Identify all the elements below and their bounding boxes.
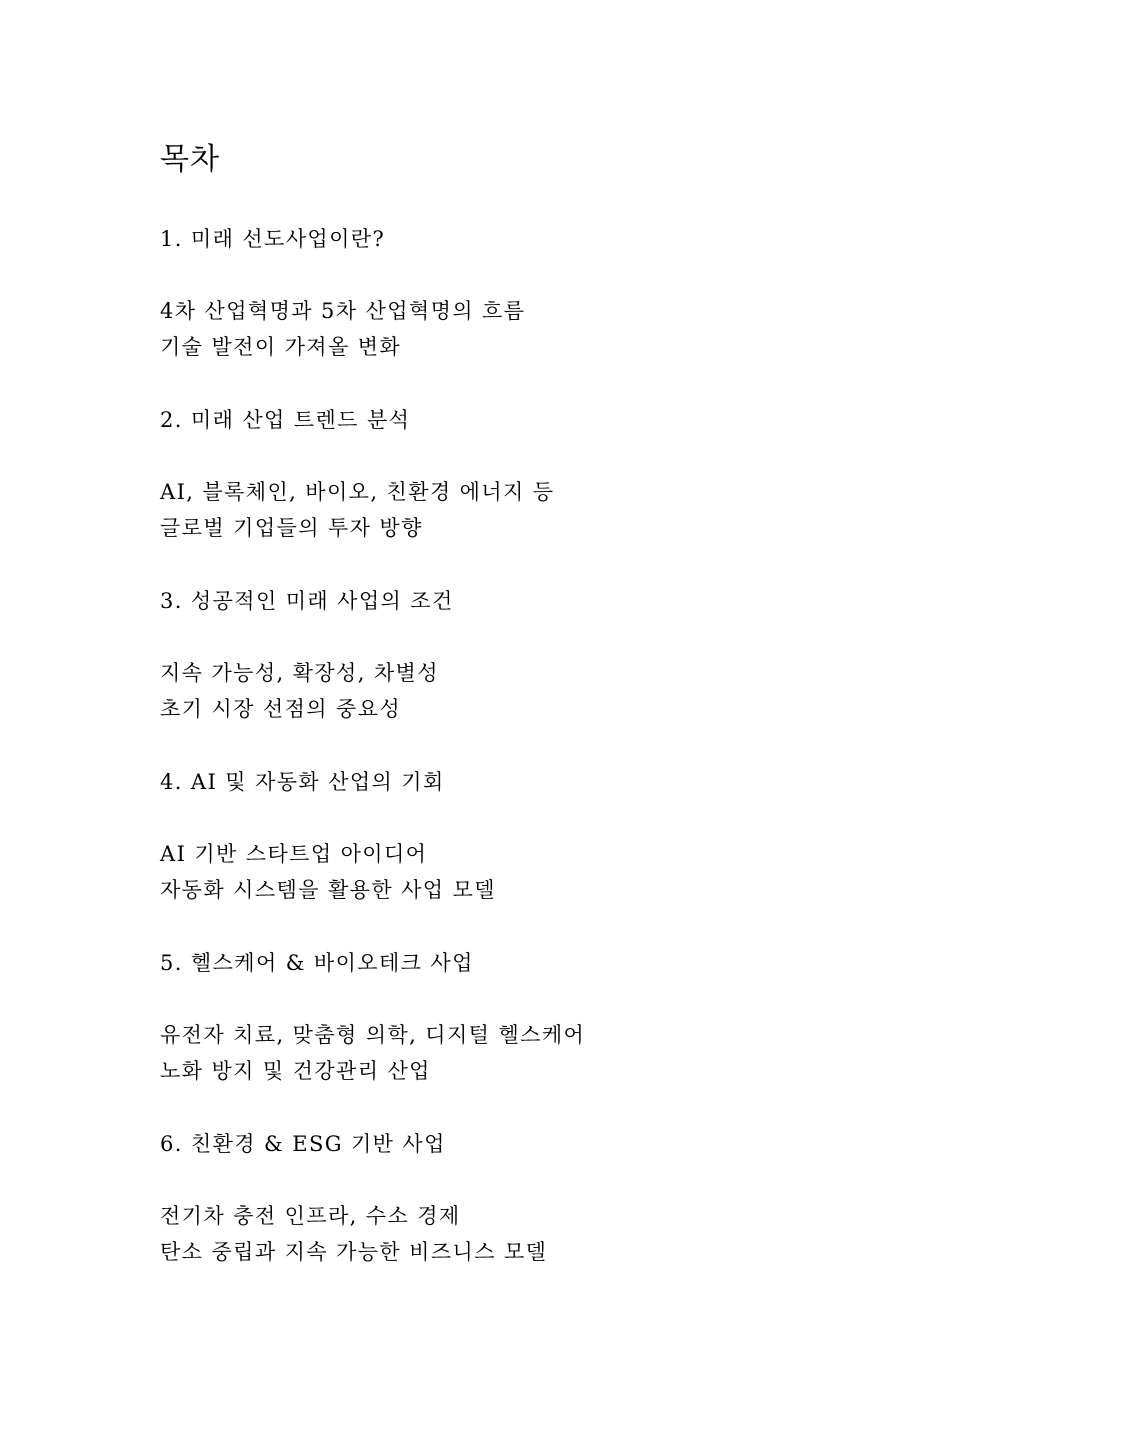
toc-title: 목차 — [160, 142, 220, 177]
section-line: AI, 블록체인, 바이오, 친환경 에너지 등 — [160, 480, 555, 504]
section-description — [160, 1017, 980, 1089]
toc-section-1 — [160, 222, 980, 365]
section-heading: 4. AI 및 자동화 산업의 기회 — [160, 770, 445, 794]
toc-section-3 — [160, 584, 980, 727]
section-line: 탄소 중립과 지속 가능한 비즈니스 모델 — [160, 1240, 548, 1264]
section-line: 자동화 시스템을 활용한 사업 모델 — [160, 878, 496, 902]
toc-sections — [160, 222, 980, 1270]
section-line: 기술 발전이 가져올 변화 — [160, 335, 402, 359]
section-description — [160, 474, 980, 546]
section-line: AI 기반 스타트업 아이디어 — [160, 842, 428, 866]
section-line: 초기 시장 선점의 중요성 — [160, 697, 402, 721]
section-heading: 6. 친환경 & ESG 기반 사업 — [160, 1132, 446, 1156]
section-heading: 3. 성공적인 미래 사업의 조건 — [160, 589, 454, 613]
section-line: 지속 가능성, 확장성, 차별성 — [160, 661, 439, 685]
section-line: 전기차 충전 인프라, 수소 경제 — [160, 1204, 461, 1228]
section-heading: 5. 헬스케어 & 바이오테크 사업 — [160, 951, 474, 975]
section-line: 글로벌 기업들의 투자 방향 — [160, 516, 423, 540]
toc-section-5 — [160, 946, 980, 1089]
table-of-contents — [160, 136, 980, 1308]
toc-section-4 — [160, 765, 980, 908]
section-description — [160, 293, 980, 365]
section-description — [160, 836, 980, 908]
section-line: 유전자 치료, 맞춤형 의학, 디지털 헬스케어 — [160, 1023, 586, 1047]
section-heading: 2. 미래 산업 트렌드 분석 — [160, 408, 411, 432]
section-description — [160, 1198, 980, 1270]
toc-section-2 — [160, 403, 980, 546]
toc-section-6 — [160, 1127, 980, 1270]
section-heading: 1. 미래 선도사업이란? — [160, 227, 386, 251]
section-description — [160, 655, 980, 727]
section-line: 4차 산업혁명과 5차 산업혁명의 흐름 — [160, 299, 526, 323]
section-line: 노화 방지 및 건강관리 산업 — [160, 1059, 431, 1083]
